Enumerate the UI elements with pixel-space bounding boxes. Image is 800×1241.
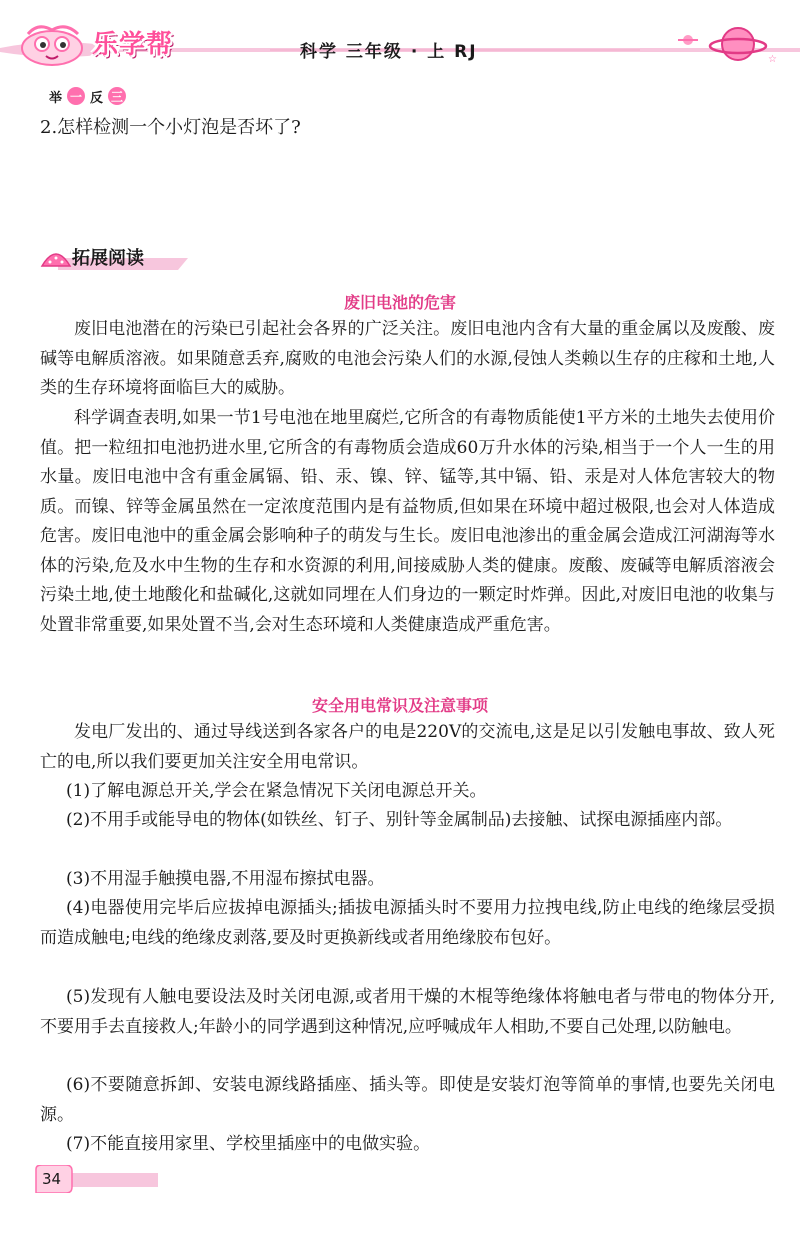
article-title: 废旧电池的危害: [343, 293, 456, 312]
list-item: (1)了解电源总开关,学会在紧急情况下关闭电源总开关。: [66, 781, 487, 801]
list-item: (4)电器使用完毕后应拔掉电源插头;插拔电源插头时不要用力拉拽电线,防止电线的绝缘层受损而造成触电;电线的绝缘皮剥落,要及时更换新线或者用绝缘胶布包好。: [40, 898, 775, 948]
list-item: (2)不用手或能导电的物体(如铁丝、钉子、别针等金属制品)去接触、试探电源插座内部。: [66, 810, 733, 830]
page-number: 34: [42, 1170, 62, 1188]
section-tag: [46, 86, 126, 106]
tag-badge: 三: [108, 87, 126, 105]
article-title: 安全用电常识及注意事项: [311, 696, 488, 715]
brand-logo-text: 乐学帮: [92, 30, 174, 60]
planet-decoration-icon: [650, 22, 780, 70]
list-item: (7)不能直接用家里、学校里插座中的电做实验。: [66, 1134, 431, 1154]
question-text: 2.怎样检测一个小灯泡是否坏了?: [40, 117, 301, 138]
list-item: (6)不要随意拆卸、安装电源线路插座、插头等。即使是安装灯泡等简单的事情,也要先关闭电源。: [40, 1075, 775, 1125]
tag-char: 举: [49, 90, 63, 106]
tag-char: 反: [90, 90, 104, 106]
article-paragraph: 科学调查表明,如果一节1号电池在地里腐烂,它所含的有毒物质能使1平方米的土地失去使用价值。把一粒纽扣电池扔进水里,它所含的有毒物质会造成60万升水体的污染,相当于一个人一生的用水量。废旧电池中含有重金属镉、铅、汞、镍、锌、锰等,其中镉、铅、汞是对人体危害较大的物质。而镍、锌等金属虽然在一定浓度范围内是有益物质,但如果在环境中超过极限,也会对人体造成危害。废旧电池中的重金属会影响种子的萌发与生长。废旧电池渗出的重金属会造成江河湖海等水体的污染,危及水中生物的生存和水资源的利用,间接威胁人类的健康。废酸、废碱等电解质溶液会污染土地,使土地酸化和盐碱化,这就如同埋在人们身边的一颗定时炸弹。因此,对废旧电池的收集与处置非常重要,如果处置不当,会对生态环境和人类健康造成严重危害。: [40, 408, 775, 635]
article-paragraph: 废旧电池潜在的污染已引起社会各界的广泛关注。废旧电池内含有大量的重金属以及废酸、废碱等电解质溶液。如果随意丢弃,腐败的电池会污染人们的水源,侵蚀人类赖以生存的庄稼和土地,人类的生存环境将面临巨大的威胁。: [40, 319, 775, 398]
article-paragraph: 发电厂发出的、通过导线送到各家各户的电是220V的交流电,这是足以引发触电事故、致人死亡的电,所以我们要更加关注安全用电常识。: [40, 722, 775, 772]
header-subject: 科学 三年级 · 上 RJ: [300, 42, 478, 62]
list-item: (5)发现有人触电要设法及时关闭电源,或者用干燥的木棍等绝缘体将触电者与带电的物体分开,不要用手去直接救人;年龄小的同学遇到这种情况,应呼喊成年人相助,不要自己处理,以防触电。: [40, 987, 775, 1037]
list-item: (3)不用湿手触摸电器,不用湿布擦拭电器。: [66, 869, 385, 889]
reading-banner-title: 拓展阅读: [72, 248, 144, 269]
svg-text:☆: ☆: [768, 54, 777, 65]
mascot-logo-icon: [18, 18, 88, 68]
tag-badge: 一: [67, 87, 85, 105]
